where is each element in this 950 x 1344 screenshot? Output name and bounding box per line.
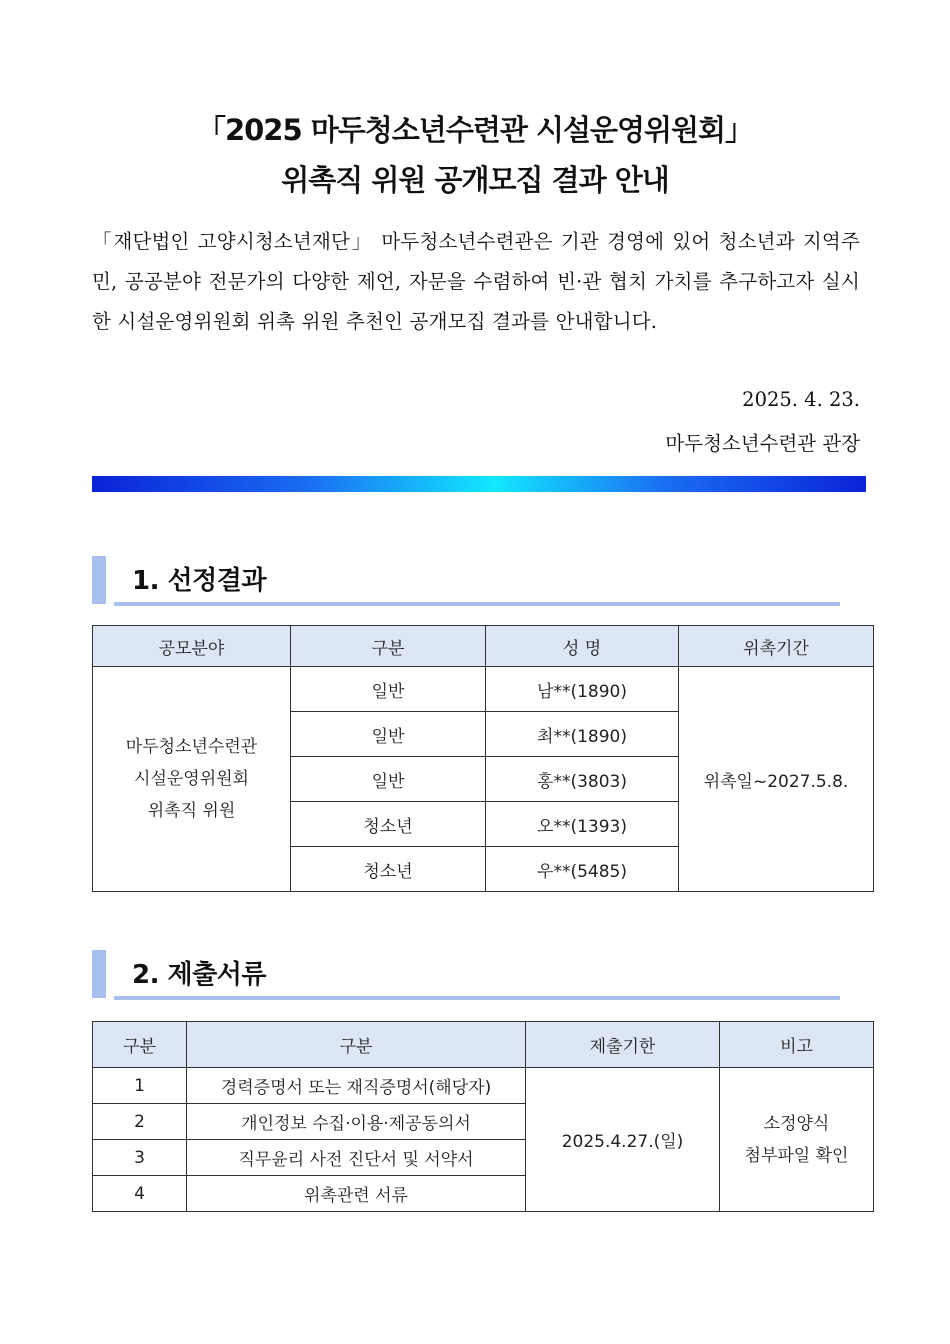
documents-table (92, 1021, 874, 1212)
type-cell: 일반 (291, 757, 486, 802)
intro-paragraph: 「재단법인 고양시청소년재단」 마두청소년수련관은 기관 경영에 있어 청소년과 지역주민, 공공분야 전문가의 다양한 제언, 자문을 수렴하여 빈·관 협치 가치를 추구하고자 실시한 시설운영위원회 위촉 위원 추천인 공개모집 결과를 안내합니다. (92, 230, 860, 333)
heading-underline (114, 602, 840, 606)
field-line: 시설운영위원회 (134, 769, 249, 789)
type-cell: 일반 (291, 667, 486, 712)
column-header: 비고 (720, 1022, 874, 1068)
note-cell (720, 1068, 874, 1212)
section-heading-results (92, 556, 840, 606)
column-header: 구분 (93, 1022, 187, 1068)
document-cell: 경력증명서 또는 재직증명서(해당자) (187, 1068, 526, 1104)
field-line: 위촉직 위원 (147, 801, 236, 821)
gradient-divider (92, 476, 866, 492)
number-cell: 3 (93, 1140, 187, 1176)
notice-date: 2025. 4. 23. (742, 388, 860, 411)
type-cell: 일반 (291, 712, 486, 757)
column-header: 구분 (187, 1022, 526, 1068)
document-cell: 위촉관련 서류 (187, 1176, 526, 1212)
name-cell: 우**(5485) (486, 847, 679, 892)
document-cell: 직무윤리 사전 진단서 및 서약서 (187, 1140, 526, 1176)
name-cell: 최**(1890) (486, 712, 679, 757)
deadline-cell: 2025.4.27.(일) (526, 1068, 720, 1212)
type-cell: 청소년 (291, 802, 486, 847)
number-cell: 2 (93, 1104, 187, 1140)
table-row (93, 667, 874, 712)
note-line: 첨부파일 확인 (744, 1145, 849, 1166)
issuer-name: 마두청소년수련관 관장 (665, 432, 860, 455)
column-header: 공모분야 (93, 626, 291, 667)
field-cell (93, 667, 291, 892)
table-header-row (93, 1022, 874, 1068)
section-title: 1. 선정결과 (132, 566, 266, 596)
name-cell: 오**(1393) (486, 802, 679, 847)
column-header: 위촉기간 (679, 626, 874, 667)
document-cell: 개인정보 수집·이용·제공동의서 (187, 1104, 526, 1140)
table-row (93, 1068, 874, 1104)
heading-accent-bar (92, 556, 106, 604)
number-cell: 1 (93, 1068, 187, 1104)
heading-accent-bar (92, 950, 106, 998)
column-header: 제출기한 (526, 1022, 720, 1068)
results-table (92, 625, 874, 892)
period-cell: 위촉일~2027.5.8. (679, 667, 874, 892)
section-heading-documents (92, 950, 840, 1000)
field-line: 마두청소년수련관 (125, 737, 258, 757)
document-title-line2: 위촉직 위원 공개모집 결과 안내 (281, 163, 669, 197)
type-cell: 청소년 (291, 847, 486, 892)
document-title-line1: 「2025 마두청소년수련관 시설운영위원회」 (196, 113, 754, 147)
name-cell: 홍**(3803) (486, 757, 679, 802)
section-title: 2. 제출서류 (132, 960, 266, 990)
name-cell: 남**(1890) (486, 667, 679, 712)
column-header: 성 명 (486, 626, 679, 667)
number-cell: 4 (93, 1176, 187, 1212)
heading-underline (114, 996, 840, 1000)
column-header: 구분 (291, 626, 486, 667)
table-header-row (93, 626, 874, 667)
note-line: 소정양식 (763, 1113, 830, 1134)
